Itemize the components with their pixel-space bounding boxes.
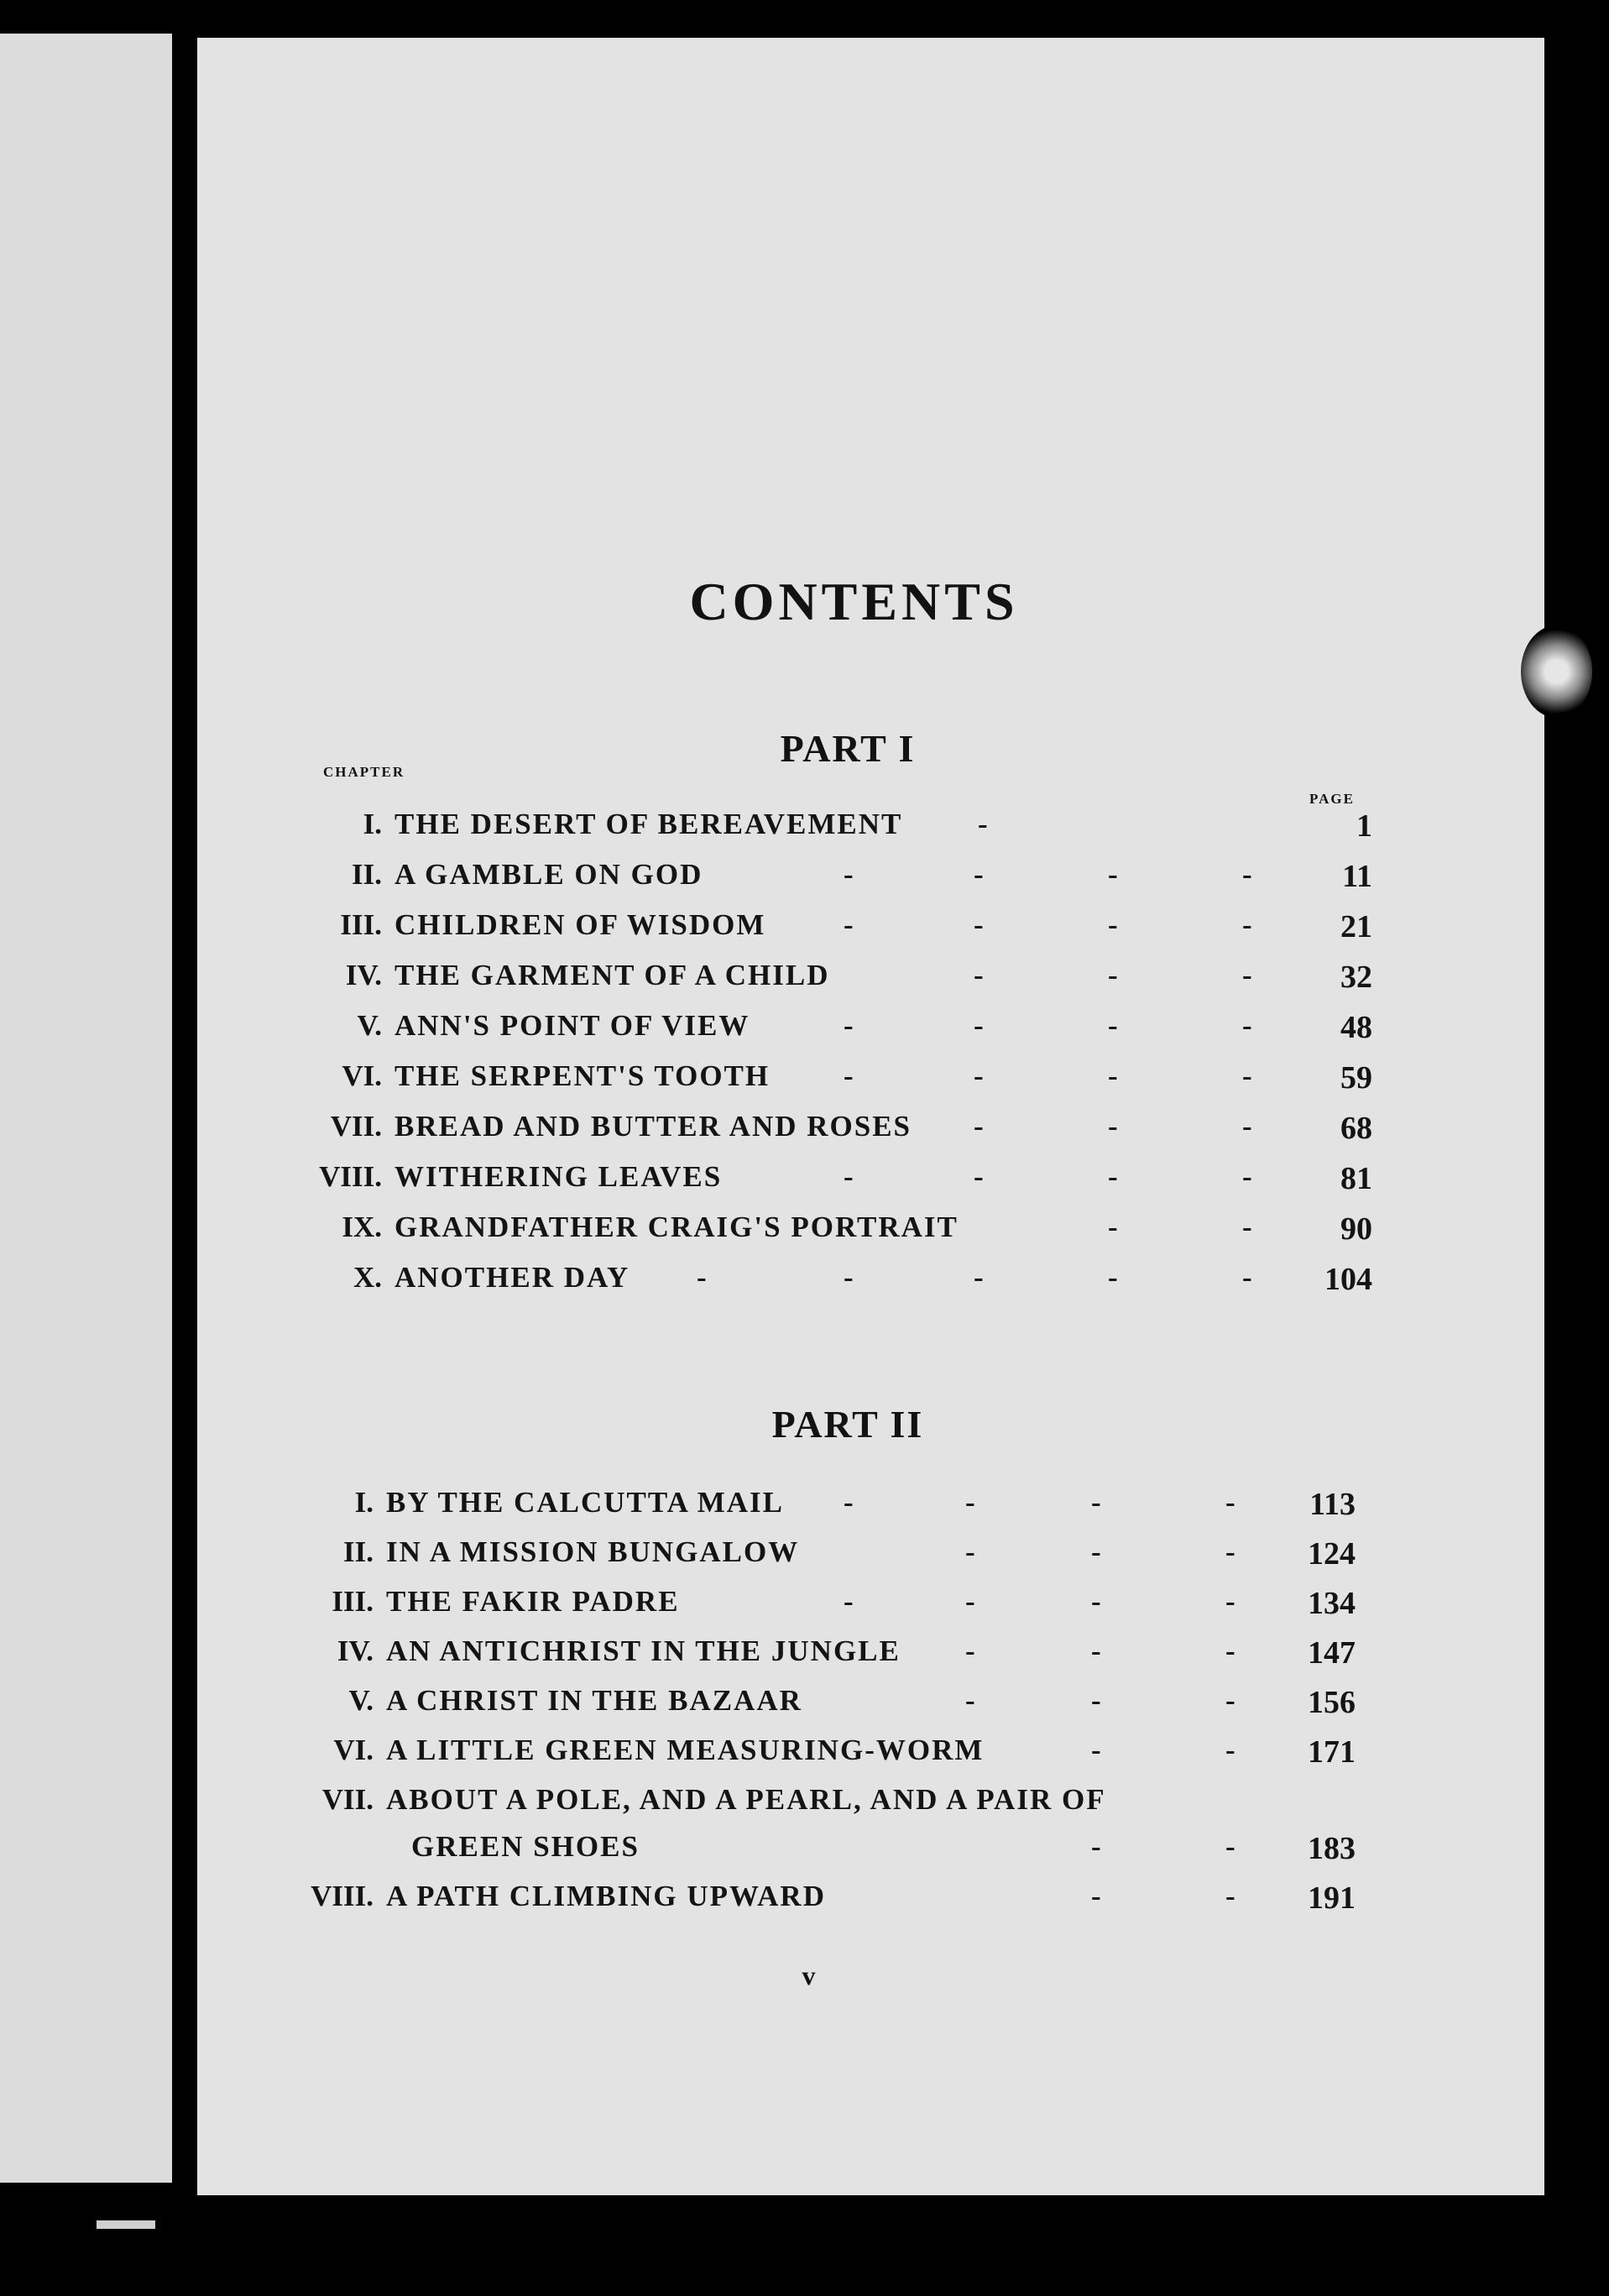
page-number: 90 [1340,1211,1372,1247]
leader-dash: - [974,1261,984,1294]
leader-dash: - [697,1261,707,1294]
chapter-title: CHILDREN OF WISDOM [394,908,766,941]
leader-dash: - [1242,908,1252,941]
leader-dash: - [974,858,984,891]
chapter-number: VIII. [319,1160,382,1193]
toc-entry [290,1734,1356,1779]
leader-dash: - [974,908,984,941]
page-number: 32 [1340,960,1372,995]
leader-dash: - [1108,1261,1118,1294]
part-heading-2: PART II [771,1403,924,1446]
facing-page-edge [0,34,172,2183]
page-number: 21 [1340,909,1372,944]
chapter-column-label: CHAPTER [323,764,405,780]
toc-entry [290,1634,1356,1680]
leader-dash: - [1108,1160,1118,1193]
leader-dash: - [1242,1160,1252,1193]
chapter-title: THE FAKIR PADRE [386,1585,680,1618]
leader-dash: - [1225,1585,1235,1618]
leader-dash: - [965,1684,975,1717]
toc-entry [298,959,1372,1004]
chapter-number: VIII. [311,1880,374,1912]
chapter-number: V. [357,1009,382,1042]
chapter-title: GRANDFATHER CRAIG'S PORTRAIT [394,1211,959,1243]
page-column-label: PAGE [1309,791,1355,807]
leader-dash: - [1225,1880,1235,1912]
chapter-title: BREAD AND BUTTER AND ROSES [394,1110,912,1143]
page-number: 191 [1308,1880,1356,1916]
leader-dash: - [965,1634,975,1667]
leader-dash: - [1091,1535,1101,1568]
leader-dash: - [1108,858,1118,891]
leader-dash: - [1225,1535,1235,1568]
chapter-title: ANN'S POINT OF VIEW [394,1009,750,1042]
chapter-number: II. [352,858,382,891]
toc-entry-continuation [290,1830,1356,1875]
chapter-title: THE SERPENT'S TOOTH [394,1059,771,1092]
toc-entry [290,1535,1356,1581]
leader-dash: - [1242,1110,1252,1143]
chapter-number: VII. [321,1783,374,1816]
page-number: 104 [1324,1262,1372,1297]
toc-entry [290,1585,1356,1630]
chapter-number: VII. [330,1110,382,1143]
leader-dash: - [1225,1734,1235,1766]
page-number: 68 [1340,1111,1372,1146]
toc-entry [290,1684,1356,1729]
leader-dash: - [1242,1261,1252,1294]
chapter-number: II. [343,1535,374,1568]
page-number: 81 [1340,1161,1372,1196]
leader-dash: - [1108,1211,1118,1243]
leader-dash: - [844,1585,854,1618]
page-number: 48 [1340,1010,1372,1045]
toc-entry [298,1211,1372,1256]
leader-dash: - [844,1486,854,1519]
leader-dash: - [1091,1684,1101,1717]
chapter-number: VI. [342,1059,382,1092]
toc-entry [298,1059,1372,1105]
page-number: 124 [1308,1536,1356,1572]
chapter-title: A PATH CLIMBING UPWARD [386,1880,826,1912]
leader-dash: - [1225,1830,1235,1863]
chapter-title: WITHERING LEAVES [394,1160,723,1193]
leader-dash: - [1242,1211,1252,1243]
toc-entry [298,858,1372,903]
leader-dash: - [1242,959,1252,991]
chapter-number: IV. [345,959,382,991]
leader-dash: - [844,1059,854,1092]
leader-dash: - [1242,1009,1252,1042]
page-number: 156 [1308,1685,1356,1720]
leader-dash: - [1225,1634,1235,1667]
page-number: 59 [1340,1060,1372,1096]
leader-dash: - [978,808,988,840]
chapter-number: IV. [337,1634,374,1667]
chapter-title: ANOTHER DAY [394,1261,630,1294]
scan-mark [97,2220,155,2229]
chapter-number: I. [363,808,382,840]
toc-entry [298,1261,1372,1306]
toc-entry [298,1009,1372,1054]
leader-dash: - [974,1160,984,1193]
gutter-shadow [172,25,197,2208]
toc-entry [298,908,1372,954]
toc-entry [290,1486,1356,1531]
leader-dash: - [1225,1684,1235,1717]
leader-dash: - [844,908,854,941]
chapter-title: THE GARMENT OF A CHILD [394,959,830,991]
scan-blemish [1521,625,1592,718]
leader-dash: - [844,1160,854,1193]
chapter-title: BY THE CALCUTTA MAIL [386,1486,785,1519]
page-number: 134 [1308,1586,1356,1621]
leader-dash: - [1091,1734,1101,1766]
chapter-title: IN A MISSION BUNGALOW [386,1535,800,1568]
leader-dash: - [844,858,854,891]
toc-entry [298,1110,1372,1155]
page-number: 147 [1308,1635,1356,1671]
chapter-title: A GAMBLE ON GOD [394,858,703,891]
leader-dash: - [1108,908,1118,941]
leader-dash: - [1091,1486,1101,1519]
leader-dash: - [1108,1059,1118,1092]
chapter-number: III. [332,1585,374,1618]
leader-dash: - [1225,1486,1235,1519]
leader-dash: - [1091,1585,1101,1618]
leader-dash: - [965,1585,975,1618]
leader-dash: - [844,1009,854,1042]
chapter-title: AN ANTICHRIST IN THE JUNGLE [386,1634,901,1667]
leader-dash: - [1091,1634,1101,1667]
chapter-number: X. [353,1261,382,1294]
chapter-title: A CHRIST IN THE BAZAAR [386,1684,802,1717]
leader-dash: - [965,1535,975,1568]
chapter-title-continuation: GREEN SHOES [411,1830,640,1863]
page-number: 1 [1356,808,1372,844]
toc-entry [298,808,1372,853]
page-folio: v [802,1960,816,1990]
page-number: 113 [1309,1487,1356,1522]
leader-dash: - [1091,1880,1101,1912]
leader-dash: - [974,1110,984,1143]
page-number: 171 [1308,1734,1356,1770]
leader-dash: - [965,1486,975,1519]
toc-entry [290,1880,1356,1925]
leader-dash: - [1108,1110,1118,1143]
leader-dash: - [974,1009,984,1042]
page-number: 183 [1308,1831,1356,1866]
leader-dash: - [844,1261,854,1294]
toc-entry [290,1783,1356,1828]
page-number: 11 [1342,859,1372,894]
chapter-number: VI. [333,1734,374,1766]
leader-dash: - [1108,1009,1118,1042]
chapter-title: A LITTLE GREEN MEASURING-WORM [386,1734,985,1766]
chapter-number: V. [348,1684,374,1717]
leader-dash: - [974,959,984,991]
leader-dash: - [1242,1059,1252,1092]
chapter-title: ABOUT A POLE, AND A PEARL, AND A PAIR OF [386,1783,1106,1816]
leader-dash: - [1242,858,1252,891]
chapter-title: THE DESERT OF BEREAVEMENT [394,808,903,840]
leader-dash: - [1091,1830,1101,1863]
leader-dash: - [1108,959,1118,991]
part-heading-1: PART I [780,727,916,770]
toc-entry [298,1160,1372,1206]
leader-dash: - [974,1059,984,1092]
chapter-number: III. [340,908,382,941]
chapter-number: I. [354,1486,374,1519]
page-title: CONTENTS [689,572,1019,631]
chapter-number: IX. [342,1211,382,1243]
